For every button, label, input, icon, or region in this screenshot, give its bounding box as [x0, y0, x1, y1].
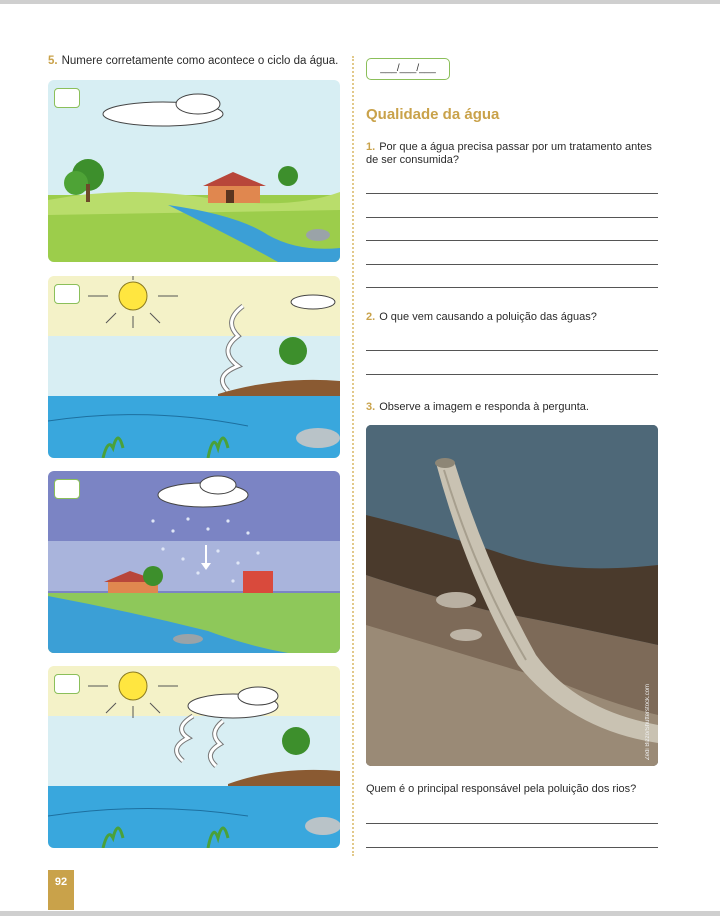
date-field[interactable]: ___/___/___ [366, 58, 450, 80]
order-checkbox-2[interactable] [54, 284, 80, 304]
evaporation-illustration [48, 276, 340, 458]
question-1-number: 1. [366, 141, 376, 153]
answer-line[interactable] [366, 374, 658, 375]
order-checkbox-4[interactable] [54, 674, 80, 694]
page-number: 92 [48, 870, 74, 910]
precipitation-illustration [48, 471, 340, 653]
question-2 [366, 311, 658, 324]
answer-line[interactable] [366, 823, 658, 824]
answer-line[interactable] [366, 240, 658, 241]
water-cycle-panel-3 [48, 471, 340, 653]
answer-line[interactable] [366, 264, 658, 265]
photo-credit: Zedi Bizzo/Shutterstock.com [645, 683, 651, 760]
section-title: Qualidade da água [366, 106, 500, 123]
pipe-discharge-image [366, 425, 658, 766]
condensation-illustration [48, 666, 340, 848]
answer-line[interactable] [366, 847, 658, 848]
column-divider [352, 56, 354, 856]
water-cycle-panel-2 [48, 276, 340, 458]
question-2-number: 2. [366, 311, 376, 323]
order-checkbox-3[interactable] [54, 479, 80, 499]
photo-question: Quem é o principal responsável pela poluição dos rios? [366, 783, 637, 795]
exercise-5-text: Numere corretamente como acontece o ciclo da água. [61, 55, 339, 67]
polluted-river-photo [366, 425, 658, 766]
question-2-text: O que vem causando a poluição das águas? [379, 311, 597, 323]
answer-line[interactable] [366, 217, 658, 218]
order-checkbox-1[interactable] [54, 88, 80, 108]
question-3 [366, 401, 658, 414]
water-cycle-panel-4 [48, 666, 340, 848]
top-border [0, 0, 720, 4]
question-3-text: Observe a imagem e responda à pergunta. [379, 401, 589, 413]
water-cycle-panel-1 [48, 80, 340, 262]
question-1-text: Por que a água precisa passar por um tratamento antes de ser consumida? [366, 141, 652, 166]
question-3-number: 3. [366, 401, 376, 413]
landscape-illustration [48, 80, 340, 262]
exercise-5-prompt [48, 55, 338, 67]
exercise-5-number: 5. [48, 55, 58, 67]
answer-line[interactable] [366, 350, 658, 351]
question-1 [366, 141, 658, 167]
bottom-border [0, 911, 720, 916]
answer-line[interactable] [366, 287, 658, 288]
answer-line[interactable] [366, 193, 658, 194]
